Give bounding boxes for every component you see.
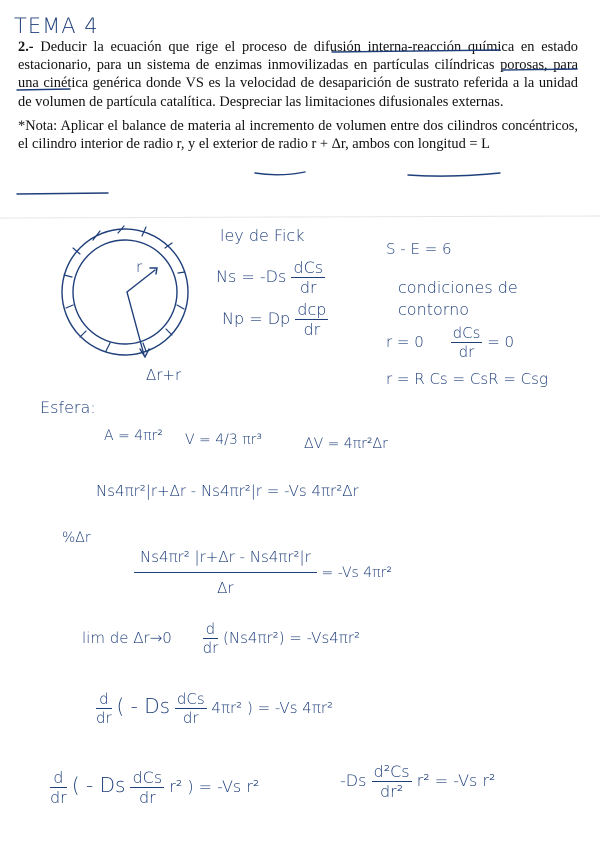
underline-porosas <box>17 89 70 90</box>
fick-np-den: dr <box>303 320 321 339</box>
boundary-condition-2: r = R Cs = CsR = Csg <box>386 370 548 388</box>
esfera-label: Esfera: <box>40 398 96 417</box>
fick-ns <box>216 258 325 297</box>
underline-difusion <box>332 50 500 52</box>
limit-d-fraction <box>203 620 219 657</box>
difference-quotient <box>134 548 392 597</box>
conditions-sub: contorno <box>398 300 470 319</box>
final-equation-2 <box>340 762 495 801</box>
difference-fraction <box>134 548 317 597</box>
dvolume-formula: ΔV = 4πr²Δr <box>304 436 388 452</box>
final2-lhs: -Ds <box>340 771 367 790</box>
limit-line <box>82 620 360 657</box>
difference-den: Δr <box>217 579 234 597</box>
limit-label: lim de Δr→0 <box>82 629 172 647</box>
fick-np <box>222 300 328 339</box>
bc1-den: dr <box>458 343 475 361</box>
limit-dr: dr <box>202 639 219 657</box>
final-tail: r² ) = -Vs r² <box>169 777 260 796</box>
problem-note: *Nota: Aplicar el balance de materia al incremento de volumen entre dos cilindros concéntricos, el cilindro interior de radio r, y el exterior de radio r + Δr, ambos con longitud = L <box>18 117 578 153</box>
underline-cilindricas <box>502 69 577 70</box>
section-divider <box>0 216 600 218</box>
final-d-fraction <box>50 768 67 807</box>
conditions-title: condiciones de <box>398 278 518 297</box>
limit-expr: (Ns4πr²) = -Vs4πr² <box>223 629 361 647</box>
deriv-den: dr <box>182 709 199 727</box>
derivative-line <box>96 690 333 727</box>
deriv-num: dCs <box>176 690 205 708</box>
fick-np-num: dcp <box>297 300 327 319</box>
final-inner: ( - Ds <box>71 773 126 797</box>
problem-number: 2.- <box>18 39 34 55</box>
deriv-dcs-fraction <box>175 690 207 727</box>
deriv-d-fraction <box>96 690 112 727</box>
bc1-lhs: r = 0 <box>386 333 424 351</box>
deriv-dr: dr <box>96 709 112 727</box>
bc1-fraction <box>451 324 483 361</box>
final-num: dCs <box>132 768 163 787</box>
tema-heading: TEMA 4 <box>14 14 99 38</box>
inner-circle <box>73 240 177 344</box>
diagram-label-r: r <box>136 258 143 276</box>
underline-longitud <box>17 193 108 194</box>
bc1-num: dCs <box>452 324 481 342</box>
fick-ns-num: dCs <box>293 258 324 277</box>
limit-d: d <box>203 620 219 639</box>
final2-num: d²Cs <box>373 762 410 781</box>
difference-num: Ns4πr² |r+Δr - Ns4πr²|r <box>134 548 317 573</box>
final2-den: dr² <box>379 782 404 801</box>
deriv-inner: ( - Ds <box>116 694 171 718</box>
final2-fraction <box>372 762 412 801</box>
fick-ns-den: dr <box>299 278 317 297</box>
problem-statement-text: Deducir la ecuación que rige el proceso de difusión interna-reacción química en estado estacionario, para un sistema de enzimas inmovilizadas en partículas cilíndricas porosas, para una cinética genérica donde VS es la velocidad de desaparición de sustrato referida a la unidad de volumen de partícula catalítica. Despreciar las limitaciones difusionales externas. <box>18 39 578 110</box>
diagram-label-dr: Δr+r <box>146 366 182 384</box>
final-den: dr <box>138 788 156 807</box>
bc1-rhs: = 0 <box>487 333 515 351</box>
difference-rhs: = -Vs 4πr² <box>321 565 392 581</box>
underline-radio-r-dr <box>408 173 500 176</box>
fick-title: ley de Fick <box>220 226 305 245</box>
final-dr: dr <box>50 788 67 807</box>
balance-equation: Ns4πr²|r+Δr - Ns4πr²|r = -Vs 4πr²Δr <box>96 482 359 500</box>
fick-np-fraction <box>295 300 328 339</box>
area-formula: A = 4πr² <box>104 428 163 444</box>
radius-line-dr <box>127 292 144 355</box>
boundary-condition-1 <box>386 324 514 361</box>
volume-formula: V = 4/3 πr³ <box>185 432 262 448</box>
deriv-d: d <box>96 690 112 709</box>
final-dcs-fraction <box>130 768 164 807</box>
deriv-tail: 4πr² ) = -Vs 4πr² <box>211 699 334 717</box>
final-d: d <box>50 768 67 788</box>
final-equation <box>50 768 259 807</box>
s-e-count: S - E = 6 <box>386 240 452 258</box>
divide-label: %Δr <box>62 530 91 546</box>
fick-ns-text: Ns = -Ds <box>216 267 287 286</box>
underline-radio-r <box>255 172 305 175</box>
fick-ns-fraction <box>291 258 325 297</box>
final2-rhs: r² = -Vs r² <box>416 771 496 790</box>
fick-np-text: Np = Dp <box>222 309 291 328</box>
